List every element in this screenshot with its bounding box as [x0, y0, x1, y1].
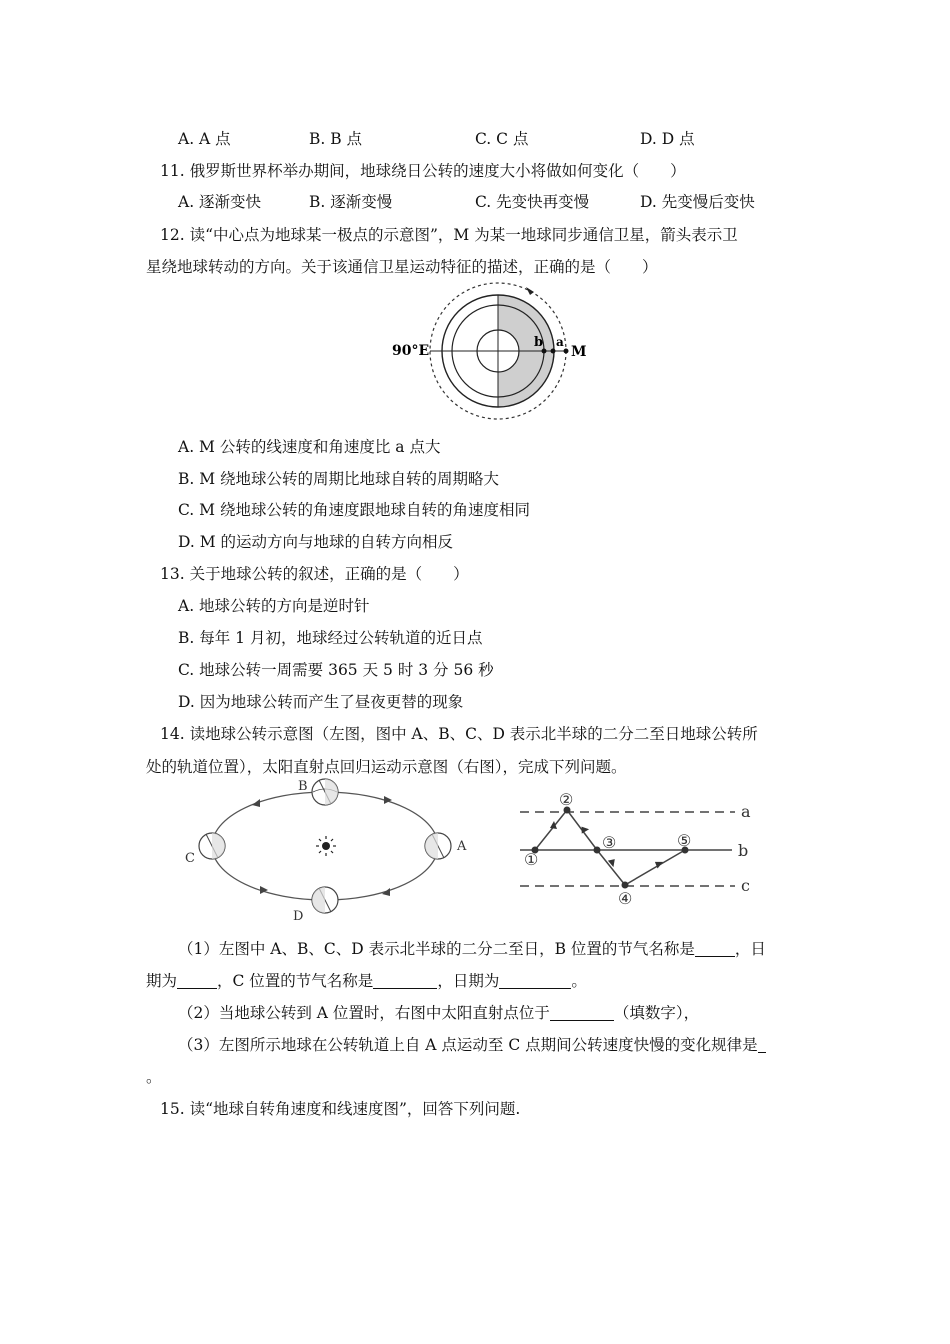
- label-m: M: [571, 344, 587, 360]
- answer-blank[interactable]: [373, 972, 437, 989]
- label-point-4: ④: [618, 889, 633, 908]
- label-point-1: ①: [524, 850, 539, 869]
- orbit-label-d: D: [293, 909, 304, 922]
- orbit-direction-arrow-icon: [526, 287, 534, 295]
- orbit-label-b: B: [298, 779, 308, 794]
- label-point-5: ⑤: [677, 831, 692, 850]
- orbit-arrow-icon: [252, 799, 260, 807]
- label-90e: 90°E: [392, 343, 430, 359]
- earth-position-a: [425, 833, 451, 859]
- q11-stem: 11. 俄罗斯世界杯举办期间，地球绕日公转的速度大小将做如何变化（ ）: [160, 162, 686, 180]
- satellite-m: [564, 349, 569, 354]
- q13-stem: 13. 关于地球公转的叙述，正确的是（ ）: [160, 565, 469, 583]
- label-a: a: [556, 335, 564, 349]
- path-arrow-icon: [608, 858, 617, 868]
- label-b: b: [534, 335, 544, 350]
- sun-direct-point-diagram: [510, 788, 770, 908]
- q11-option-c: C. 先变快再变慢: [475, 193, 590, 211]
- earth-position-c: [199, 833, 225, 859]
- q10-option-a: A. A 点: [178, 130, 231, 148]
- answer-blank[interactable]: [177, 972, 217, 989]
- q14-stem-line1: 14. 读地球公转示意图（左图，图中 A、B、C、D 表示北半球的二分二至日地球公转所: [160, 725, 758, 743]
- answer-blank[interactable]: [499, 972, 571, 989]
- label-line-b: b: [738, 841, 749, 860]
- label-line-a: a: [741, 802, 751, 821]
- orbit-label-a: A: [457, 839, 467, 854]
- label-line-c: c: [741, 876, 750, 895]
- q14-sub3-line1: [178, 1034, 766, 1056]
- q14-sub2: [178, 1002, 699, 1024]
- q13-option-c: C. 地球公转一周需要 365 天 5 时 3 分 56 秒: [178, 661, 494, 679]
- q12-option-d: D. M 的运动方向与地球的自转方向相反: [178, 533, 454, 551]
- q14-sub1-line2: [146, 970, 587, 992]
- q14-sub1-text: ，日期为: [437, 972, 500, 990]
- answer-blank[interactable]: [695, 940, 735, 957]
- q14-sub1-text: ，日: [734, 940, 766, 958]
- q11-option-d: D. 先变慢后变快: [640, 193, 755, 211]
- q13-option-b: B. 每年 1 月初，地球经过公转轨道的近日点: [178, 629, 483, 647]
- q14-sub1-text: 期为: [146, 972, 178, 990]
- q12-stem-line1: 12. 读“中心点为地球某一极点的示意图”，M 为某一地球同步通信卫星，箭头表示卫: [160, 226, 738, 244]
- answer-blank[interactable]: [758, 1036, 766, 1053]
- q15-stem: 15. 读“地球自转角速度和线速度图”，回答下列问题.: [160, 1100, 521, 1118]
- q14-sub3-line2: 。: [146, 1068, 162, 1086]
- q14-sub2-text: （填数字），: [613, 1004, 700, 1022]
- q13-option-a: A. 地球公转的方向是逆时针: [178, 597, 370, 615]
- q11-option-a: A. 逐渐变快: [178, 193, 262, 211]
- q12-option-c: C. M 绕地球公转的角速度跟地球自转的角速度相同: [178, 501, 530, 519]
- label-point-2: ②: [559, 790, 574, 809]
- q14-sub2-text: （2）当地球公转到 A 位置时，右图中太阳直射点位于: [178, 1004, 550, 1022]
- q14-sub1-text: 。: [571, 972, 587, 990]
- q12-option-a: A. M 公转的线速度和角速度比 a 点大: [178, 438, 441, 456]
- q14-sub3-text: （3）左图所示地球在公转轨道上自 A 点运动至 C 点期间公转速度快慢的变化规律是: [178, 1036, 758, 1054]
- orbit-label-c: C: [185, 851, 195, 866]
- q14-sub1-text: （1）左图中 A、B、C、D 表示北半球的二分二至日，B 位置的节气名称是: [178, 940, 695, 958]
- q12-option-b: B. M 绕地球公转的周期比地球自转的周期略大: [178, 470, 500, 488]
- q10-option-c: C. C 点: [475, 130, 529, 148]
- point-a: [551, 349, 556, 354]
- answer-blank[interactable]: [550, 1004, 614, 1021]
- q14-sub1-line1: [178, 938, 766, 960]
- label-point-3: ③: [602, 833, 617, 852]
- q11-option-b: B. 逐渐变慢: [309, 193, 393, 211]
- path-arrow-icon: [581, 825, 590, 833]
- earth-position-b: [312, 779, 338, 805]
- earth-orbit-diagram: [180, 772, 490, 922]
- q12-stem-line2: 星绕地球转动的方向。关于该通信卫星运动特征的描述，正确的是（ ）: [146, 258, 658, 276]
- q14-sub1-text: ，C 位置的节气名称是: [217, 972, 374, 990]
- q13-option-d: D. 因为地球公转而产生了昼夜更替的现象: [178, 693, 464, 711]
- q10-option-d: D. D 点: [640, 130, 695, 148]
- q14-stem-line2: 处的轨道位置），太阳直射点回归运动示意图（右图），完成下列问题。: [146, 758, 627, 776]
- polar-view-diagram: [380, 278, 600, 426]
- orbit-arrow-icon: [384, 796, 392, 804]
- earth-position-d: [312, 887, 338, 913]
- point-4: [622, 882, 629, 889]
- q10-option-b: B. B 点: [309, 130, 363, 148]
- point-3: [594, 847, 601, 854]
- sun-icon: [316, 836, 336, 856]
